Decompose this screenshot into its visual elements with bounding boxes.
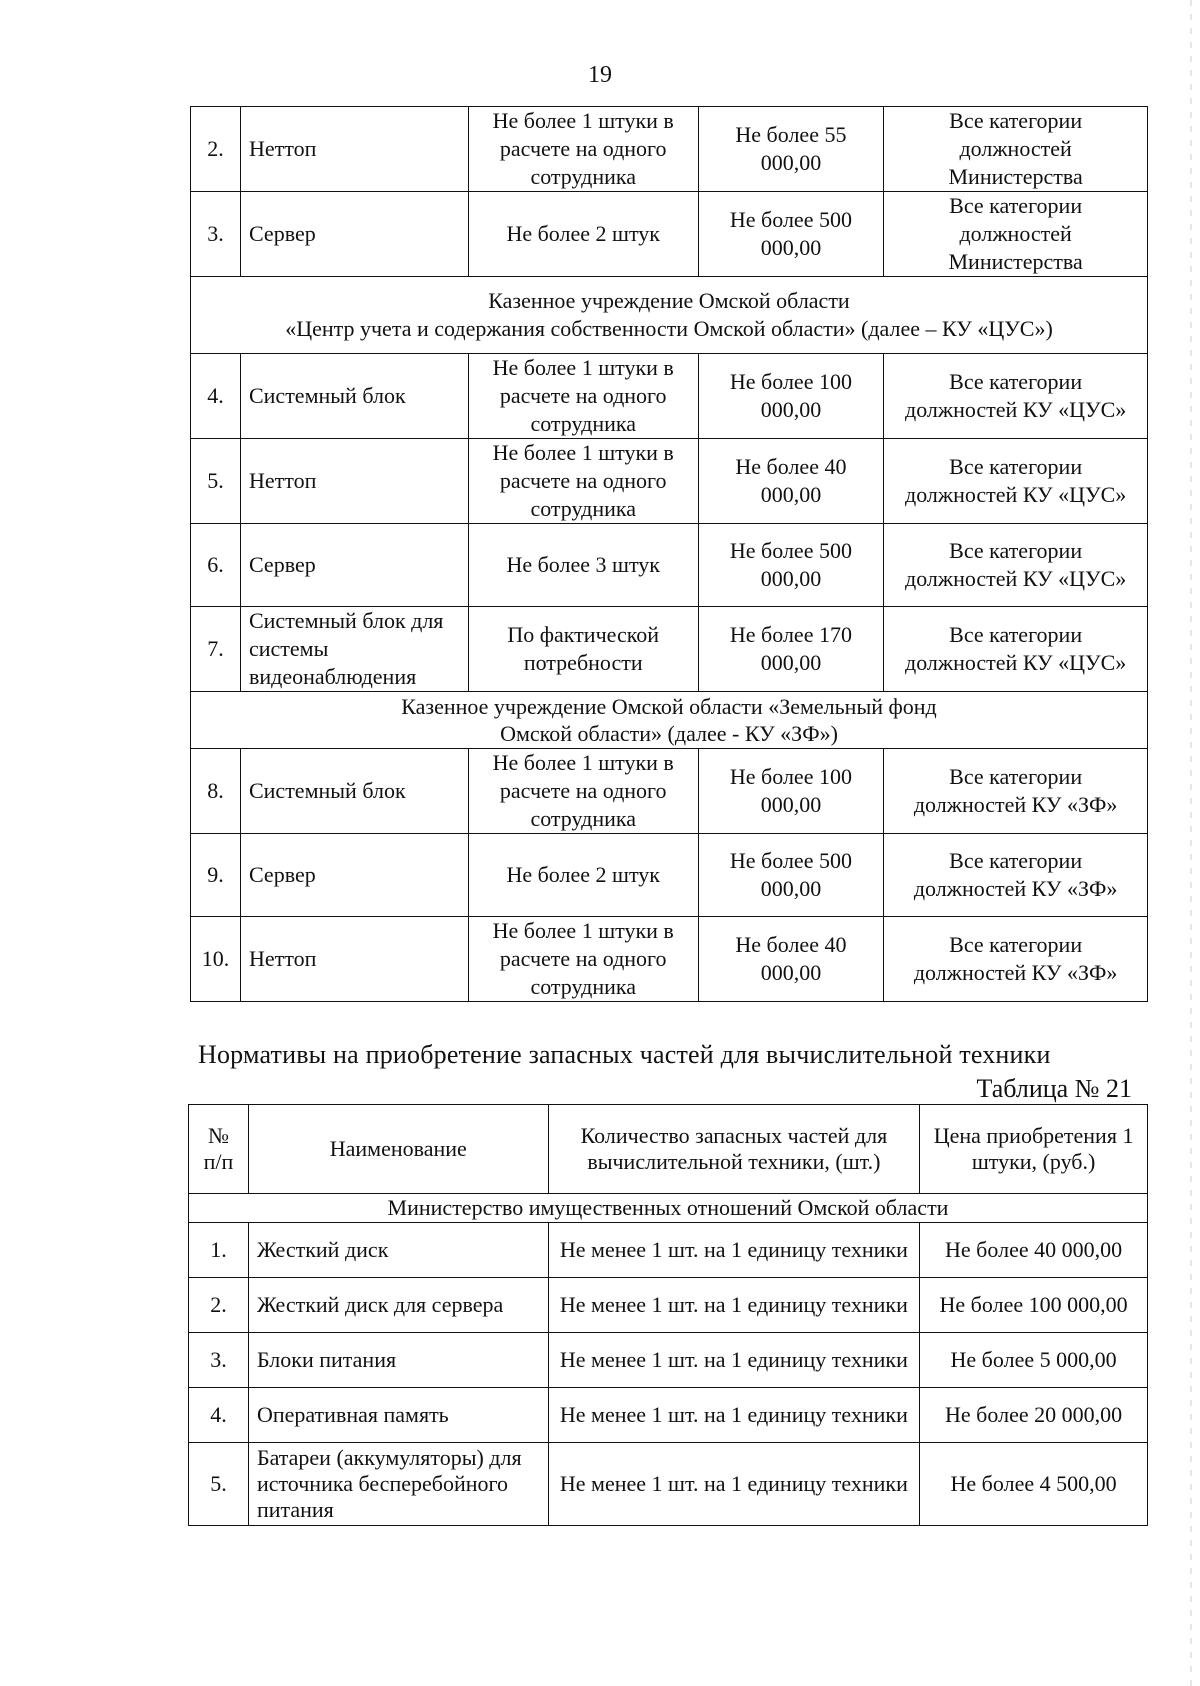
part-price: Не более 100 000,00 bbox=[920, 1278, 1148, 1333]
table-row bbox=[191, 439, 1148, 524]
section-heading bbox=[191, 277, 1148, 354]
row-number: 3. bbox=[191, 192, 241, 277]
section-row bbox=[191, 277, 1148, 354]
section-heading bbox=[191, 692, 1148, 749]
section-row bbox=[189, 1194, 1148, 1223]
table-row bbox=[189, 1278, 1148, 1333]
item-name: Системный блок для системы видеонаблюдения bbox=[240, 607, 468, 692]
row-number: 9. bbox=[191, 834, 241, 917]
item-category: Все категории должностей Министерства bbox=[884, 107, 1148, 192]
row-number: 5. bbox=[189, 1443, 249, 1526]
item-price: Не более 170 000,00 bbox=[698, 607, 884, 692]
row-number: 2. bbox=[189, 1278, 249, 1333]
section-heading-line: Казенное учреждение Омской области «Земельный фонд bbox=[401, 694, 937, 719]
table-row bbox=[189, 1388, 1148, 1443]
part-quantity: Не менее 1 шт. на 1 единицу техники bbox=[548, 1223, 920, 1278]
item-category: Все категории должностей КУ «ЗФ» bbox=[884, 749, 1148, 834]
table-row bbox=[191, 524, 1148, 607]
item-category: Все категории должностей КУ «ЗФ» bbox=[884, 917, 1148, 1002]
page-number: 19 bbox=[588, 62, 612, 88]
row-number: 2. bbox=[191, 107, 241, 192]
table-row bbox=[189, 1443, 1148, 1526]
table-row bbox=[191, 107, 1148, 192]
item-name: Неттоп bbox=[240, 107, 468, 192]
row-number: 1. bbox=[189, 1223, 249, 1278]
part-name: Оперативная память bbox=[248, 1388, 548, 1443]
equipment-table-body bbox=[191, 107, 1148, 1002]
item-quantity: Не более 1 штуки в расчете на одного сотрудника bbox=[468, 749, 698, 834]
item-quantity: Не более 2 штук bbox=[468, 192, 698, 277]
item-price: Не более 55 000,00 bbox=[698, 107, 884, 192]
section-heading-line: «Центр учета и содержания собственности Омской области» (далее – КУ «ЦУС») bbox=[285, 316, 1053, 341]
item-quantity: По фактической потребности bbox=[468, 607, 698, 692]
item-category: Все категории должностей КУ «ЦУС» bbox=[884, 354, 1148, 439]
header-qty: Количество запасных частей для вычислительной техники, (шт.) bbox=[548, 1105, 920, 1194]
table-row bbox=[191, 834, 1148, 917]
part-price: Не более 20 000,00 bbox=[920, 1388, 1148, 1443]
part-name: Батареи (аккумуляторы) для источника бесперебойного питания bbox=[248, 1443, 548, 1526]
item-quantity: Не более 1 штуки в расчете на одного сотрудника bbox=[468, 107, 698, 192]
header-num: № п/п bbox=[189, 1105, 249, 1194]
item-price: Не более 100 000,00 bbox=[698, 749, 884, 834]
item-name: Сервер bbox=[240, 834, 468, 917]
part-quantity: Не менее 1 шт. на 1 единицу техники bbox=[548, 1443, 920, 1526]
section-row bbox=[191, 692, 1148, 749]
part-quantity: Не менее 1 шт. на 1 единицу техники bbox=[548, 1333, 920, 1388]
equipment-table bbox=[190, 106, 1148, 1002]
item-price: Не более 500 000,00 bbox=[698, 192, 884, 277]
item-name: Неттоп bbox=[240, 917, 468, 1002]
table-row bbox=[189, 1223, 1148, 1278]
item-price: Не более 40 000,00 bbox=[698, 917, 884, 1002]
part-price: Не более 4 500,00 bbox=[920, 1443, 1148, 1526]
item-quantity: Не более 2 штук bbox=[468, 834, 698, 917]
item-quantity: Не более 1 штуки в расчете на одного сотрудника bbox=[468, 917, 698, 1002]
item-category: Все категории должностей КУ «ЦУС» bbox=[884, 439, 1148, 524]
item-category: Все категории должностей КУ «ЦУС» bbox=[884, 607, 1148, 692]
header-price: Цена приобретения 1 штуки, (руб.) bbox=[920, 1105, 1148, 1194]
item-price: Не более 500 000,00 bbox=[698, 834, 884, 917]
part-quantity: Не менее 1 шт. на 1 единицу техники bbox=[548, 1388, 920, 1443]
row-number: 4. bbox=[191, 354, 241, 439]
item-name: Сервер bbox=[240, 524, 468, 607]
spare-parts-title: Нормативы на приобретение запасных частей для вычислительной техники bbox=[198, 1040, 1051, 1069]
item-name: Системный блок bbox=[240, 354, 468, 439]
section-heading-line: Казенное учреждение Омской области bbox=[488, 288, 850, 313]
spare-parts-table bbox=[188, 1104, 1148, 1526]
table-row bbox=[191, 192, 1148, 277]
table-row bbox=[191, 607, 1148, 692]
row-number: 8. bbox=[191, 749, 241, 834]
row-number: 10. bbox=[191, 917, 241, 1002]
row-number: 6. bbox=[191, 524, 241, 607]
item-name: Неттоп bbox=[240, 439, 468, 524]
item-price: Не более 500 000,00 bbox=[698, 524, 884, 607]
part-price: Не более 5 000,00 bbox=[920, 1333, 1148, 1388]
scan-edge-mark bbox=[1190, 0, 1192, 1686]
table-row bbox=[189, 1333, 1148, 1388]
table-row bbox=[191, 354, 1148, 439]
row-number: 7. bbox=[191, 607, 241, 692]
item-name: Системный блок bbox=[240, 749, 468, 834]
section-heading-line: Омской области» (далее - КУ «ЗФ») bbox=[500, 721, 838, 746]
item-quantity: Не более 1 штуки в расчете на одного сотрудника bbox=[468, 439, 698, 524]
part-price: Не более 40 000,00 bbox=[920, 1223, 1148, 1278]
table-number-label: Таблица № 21 bbox=[976, 1074, 1132, 1103]
part-name: Жесткий диск bbox=[248, 1223, 548, 1278]
item-category: Все категории должностей Министерства bbox=[884, 192, 1148, 277]
item-category: Все категории должностей КУ «ЗФ» bbox=[884, 834, 1148, 917]
part-quantity: Не менее 1 шт. на 1 единицу техники bbox=[548, 1278, 920, 1333]
part-name: Блоки питания bbox=[248, 1333, 548, 1388]
part-name: Жесткий диск для сервера bbox=[248, 1278, 548, 1333]
item-category: Все категории должностей КУ «ЦУС» bbox=[884, 524, 1148, 607]
table-row bbox=[191, 917, 1148, 1002]
item-quantity: Не более 3 штук bbox=[468, 524, 698, 607]
table-row bbox=[191, 749, 1148, 834]
row-number: 5. bbox=[191, 439, 241, 524]
row-number: 3. bbox=[189, 1333, 249, 1388]
item-quantity: Не более 1 штуки в расчете на одного сотрудника bbox=[468, 354, 698, 439]
spare-parts-table-body bbox=[189, 1194, 1148, 1526]
section-heading: Министерство имущественных отношений Омской области bbox=[189, 1194, 1148, 1223]
table-header-row bbox=[189, 1105, 1148, 1194]
item-price: Не более 40 000,00 bbox=[698, 439, 884, 524]
header-name: Наименование bbox=[248, 1105, 548, 1194]
row-number: 4. bbox=[189, 1388, 249, 1443]
item-name: Сервер bbox=[240, 192, 468, 277]
item-price: Не более 100 000,00 bbox=[698, 354, 884, 439]
